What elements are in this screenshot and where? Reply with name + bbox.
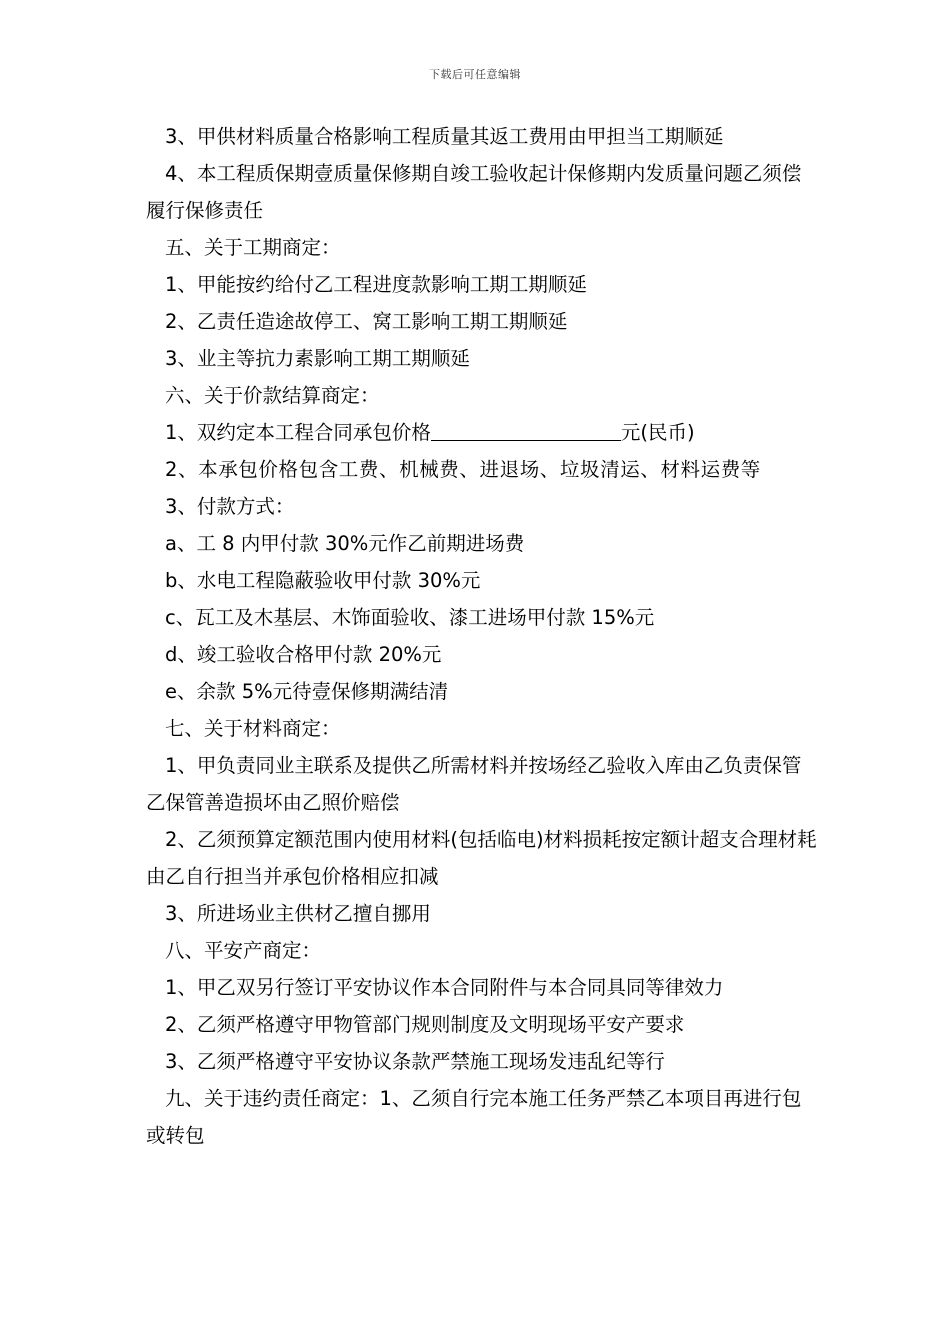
paragraph: 4、本工程质保期壹质量保修期自竣工验收起计保修期内发质量问题乙须偿履行保修责任 (146, 162, 802, 222)
paragraph: 2、本承包价格包含工费、机械费、进退场、垃圾清运、材料运费等 (165, 458, 761, 481)
section-heading: 八、平安产商定： (165, 939, 322, 962)
paragraph: c、瓦工及木基层、木饰面验收、漆工进场甲付款 15%元 (165, 606, 655, 629)
paragraph: 1、甲负责同业主联系及提供乙所需材料并按场经乙验收入库由乙负责保管乙保管善造损坏由乙照价赔偿 (146, 754, 802, 814)
paragraph: b、水电工程隐蔽验收甲付款 30%元 (165, 569, 481, 592)
paragraph: 九、关于违约责任商定：1、乙须自行完本施工任务严禁乙本项目再进行包或转包 (146, 1087, 802, 1147)
section-heading: 六、关于价款结算商定： (165, 384, 380, 407)
paragraph: d、竣工验收合格甲付款 20%元 (165, 643, 442, 666)
section-heading: 五、关于工期商定： (165, 236, 341, 259)
section-heading: 七、关于材料商定： (165, 717, 341, 740)
price-paragraph (146, 414, 818, 451)
paragraph: 1、甲乙双另行签订平安协议作本合同附件与本合同具同等律效力 (165, 976, 724, 999)
document-body (146, 118, 818, 1154)
paragraph: 3、所进场业主供材乙擅自挪用 (165, 902, 431, 925)
paragraph: a、工 8 内甲付款 30%元作乙前期进场费 (165, 532, 525, 555)
paragraph: 2、乙须严格遵守甲物管部门规则制度及文明现场平安产要求 (165, 1013, 685, 1036)
paragraph: 3、乙须严格遵守平安协议条款严禁施工现场发违乱纪等行 (165, 1050, 665, 1073)
paragraph: 2、乙须预算定额范围内使用材料(包括临电)材料损耗按定额计超支合理材耗由乙自行担当并承包价格相应扣减 (146, 828, 817, 888)
paragraph: 2、乙责任造途故停工、窝工影响工期工期顺延 (165, 310, 568, 333)
price-suffix: 元(民币) (620, 421, 695, 444)
paragraph: 3、甲供材料质量合格影响工程质量其返工费用由甲担当工期顺延 (165, 125, 724, 148)
price-blank-line (431, 418, 621, 441)
paragraph: e、余款 5%元待壹保修期满结清 (165, 680, 449, 703)
paragraph: 3、付款方式： (165, 495, 295, 518)
page-header: 下载后可任意编辑 (429, 68, 521, 81)
price-prefix: 1、双约定本工程合同承包价格 (165, 421, 431, 444)
paragraph: 3、业主等抗力素影响工期工期顺延 (165, 347, 470, 370)
paragraph: 1、甲能按约给付乙工程进度款影响工期工期顺延 (165, 273, 587, 296)
